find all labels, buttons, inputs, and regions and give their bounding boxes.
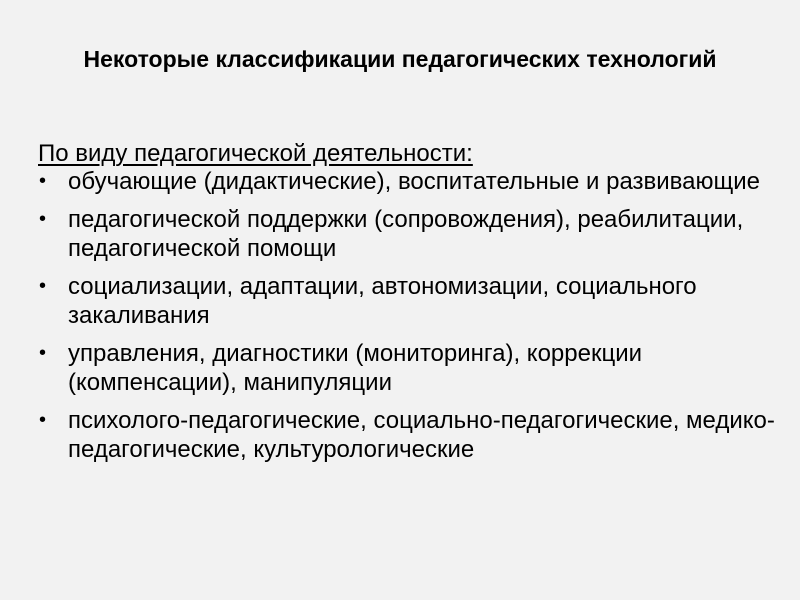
slide-content xyxy=(38,139,778,473)
bullet-item-didactic: • обучающие (дидактические), воспитательные и развивающие xyxy=(38,167,778,196)
bullet-item-socialization: • социализации, адаптации, автономизации, социального закаливания xyxy=(38,272,778,330)
slide-title: Некоторые классификации педагогических технологий xyxy=(83,46,717,72)
section-heading: По виду педагогической деятельности: xyxy=(38,140,473,167)
bullet-list xyxy=(38,167,778,464)
bullet-item-support: • педагогической поддержки (сопровождения), реабилитации, педагогической помощи xyxy=(38,205,778,263)
bullet-item-management: • управления, диагностики (мониторинга), коррекции (компенсации), манипуляции xyxy=(38,339,778,397)
bullet-item-psychological: • психолого-педагогические, социально-педагогические, медико-педагогические, культурологические xyxy=(38,406,778,464)
